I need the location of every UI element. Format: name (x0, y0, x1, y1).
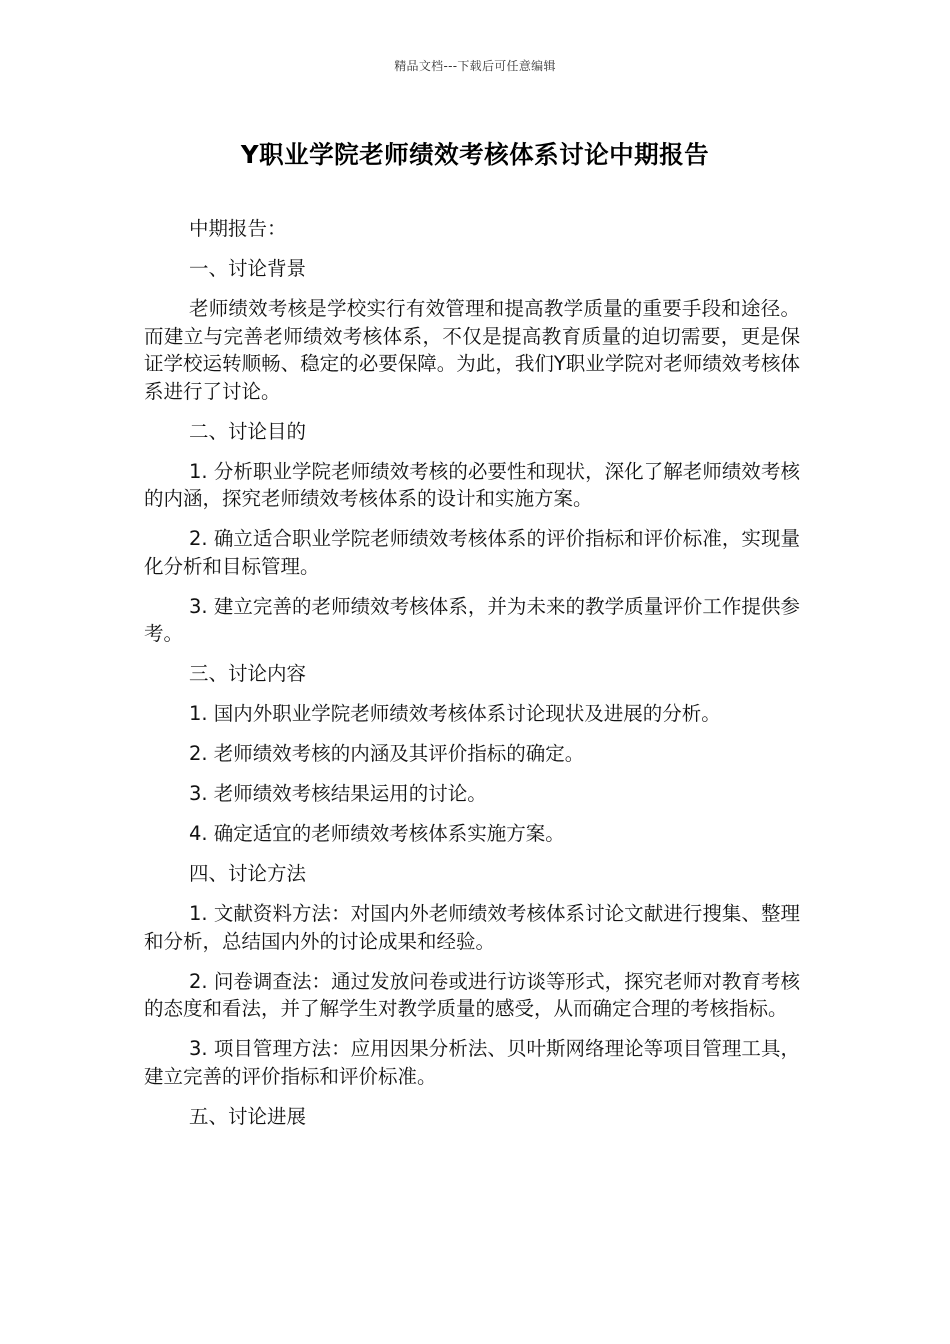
method-item-2: 2. 问卷调查法：通过发放问卷或进行访谈等形式，探究老师对教育考核的态度和看法，并了解学生对教学质量的感受，从而确定合理的考核指标。 (144, 969, 800, 1020)
document-body (144, 215, 800, 1143)
purpose-item-2: 2. 确立适合职业学院老师绩效考核体系的评价指标和评价标准，实现量化分析和目标管理。 (144, 527, 800, 578)
method-item-3: 3. 项目管理方法：应用因果分析法、贝叶斯网络理论等项目管理工具，建立完善的评价指标和评价标准。 (144, 1037, 800, 1088)
content-item-4: 4. 确定适宜的老师绩效考核体系实施方案。 (189, 822, 565, 845)
section-heading-methods: 四、讨论方法 (189, 862, 307, 885)
method-item-1: 1. 文献资料方法：对国内外老师绩效考核体系讨论文献进行搜集、整理和分析，总结国内外的讨论成果和经验。 (144, 902, 800, 953)
section-heading-progress: 五、讨论进展 (189, 1104, 307, 1128)
content-item-3: 3. 老师绩效考核结果运用的讨论。 (189, 782, 487, 805)
content-item-1: 1. 国内外职业学院老师绩效考核体系讨论现状及进展的分析。 (189, 702, 721, 725)
content-item-2: 2. 老师绩效考核的内涵及其评价指标的确定。 (189, 742, 585, 765)
section-heading-content: 三、讨论内容 (189, 662, 307, 685)
purpose-item-3: 3. 建立完善的老师绩效考核体系，并为未来的教学质量评价工作提供参考。 (144, 594, 800, 645)
purpose-item-1: 1. 分析职业学院老师绩效考核的必要性和现状，深化了解老师绩效考核的内涵，探究老师绩效考核体系的设计和实施方案。 (144, 459, 800, 510)
paragraph-report-label: 中期报告： (189, 217, 287, 240)
paragraph-background: 老师绩效考核是学校实行有效管理和提高教学质量的重要手段和途径。而建立与完善老师绩效考核体系，不仅是提高教育质量的迫切需要，更是保证学校运转顺畅、稳定的必要保障。为此，我们Y职业学院对老师绩效考核体系进行了讨论。 (144, 297, 800, 403)
header-note: 精品文档---下载后可任意编辑 (394, 59, 556, 73)
section-heading-purpose: 二、讨论目的 (189, 419, 307, 443)
section-heading-background: 一、讨论背景 (189, 257, 307, 280)
document-title: Y职业学院老师绩效考核体系讨论中期报告 (240, 140, 710, 169)
